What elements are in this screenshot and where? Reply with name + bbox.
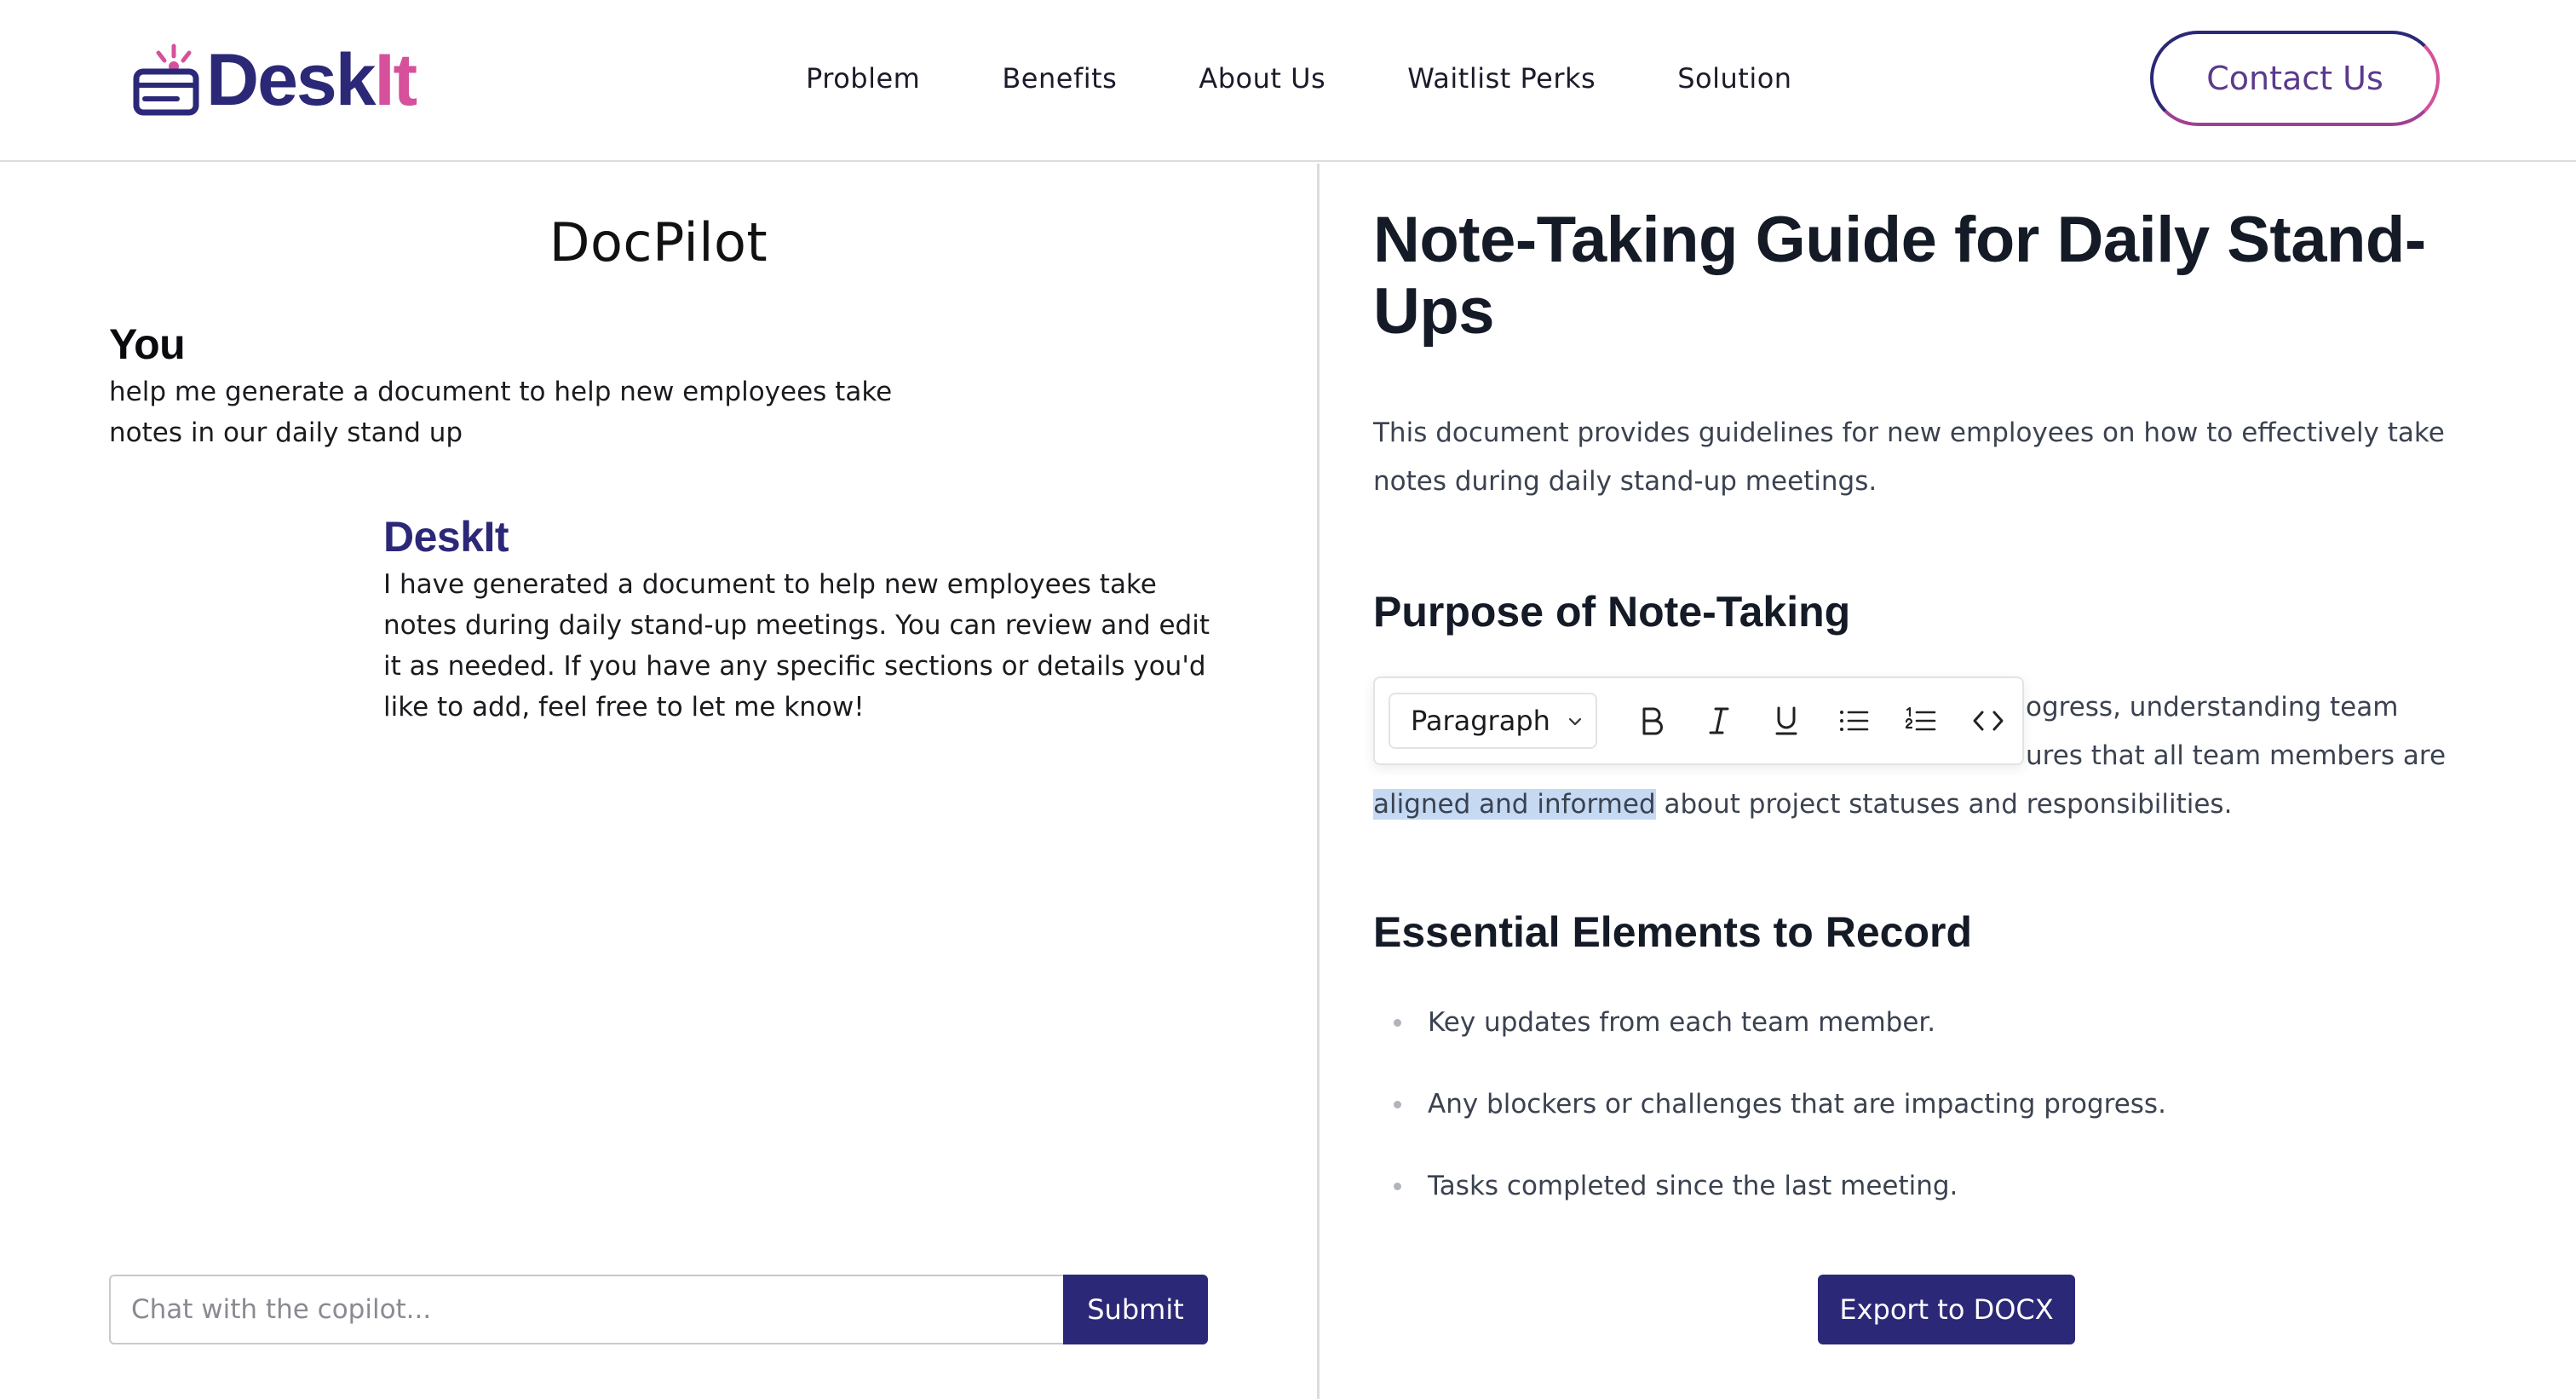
underline-icon: [1769, 704, 1803, 738]
selected-text[interactable]: aligned and informed: [1373, 789, 1656, 820]
bullet-list-button[interactable]: [1820, 693, 1888, 749]
logo-text-it: It: [374, 39, 417, 121]
list-item[interactable]: Any blockers or challenges that are impacting progress.: [1373, 1084, 2506, 1166]
logo-text-desk: Desk: [206, 39, 375, 121]
nav-problem[interactable]: Problem: [806, 62, 921, 95]
text-line: ures that all team members are: [2026, 740, 2447, 771]
main-nav: [806, 58, 1792, 99]
block-type-label: Paragraph: [1411, 705, 1550, 737]
export-docx-button[interactable]: Export to DOCX: [1818, 1275, 2075, 1344]
document-intro[interactable]: This document provides guidelines for new employees on how to effectively take notes during daily stand-up meetings.: [1373, 417, 2445, 497]
chat-input[interactable]: [109, 1275, 1063, 1344]
logo-icon: [133, 43, 201, 118]
nav-benefits[interactable]: Benefits: [1002, 62, 1118, 95]
text-after-selection: about project statuses and responsibilities.: [1655, 789, 2233, 820]
numbered-list-button[interactable]: [1888, 693, 1955, 749]
site-header: [0, 0, 2576, 162]
chat-message-user: [109, 317, 893, 453]
nav-waitlist-perks[interactable]: Waitlist Perks: [1407, 62, 1596, 95]
logo-text: [206, 39, 417, 121]
pane-divider[interactable]: [1317, 164, 1320, 1399]
italic-icon: [1702, 704, 1736, 738]
nav-solution[interactable]: Solution: [1677, 62, 1792, 95]
essential-elements-list: [1373, 1002, 2506, 1247]
bullet-list-icon: [1837, 704, 1871, 738]
code-button[interactable]: [1955, 693, 2022, 749]
message-sender: DeskIt: [383, 513, 509, 561]
list-item[interactable]: Tasks completed since the last meeting.: [1373, 1166, 2506, 1247]
italic-button[interactable]: [1686, 693, 1753, 749]
submit-button[interactable]: Submit: [1063, 1275, 1208, 1344]
underline-button[interactable]: [1753, 693, 1820, 749]
chat-form: [109, 1275, 1208, 1344]
section-heading-purpose[interactable]: Purpose of Note-Taking: [1373, 588, 1851, 636]
text-line: [1373, 780, 2506, 829]
text-line: ogress, understanding team: [2026, 692, 2399, 723]
numbered-list-icon: [1904, 704, 1938, 738]
document-title[interactable]: Note-Taking Guide for Daily Stand-Ups: [1373, 204, 2426, 348]
contact-us-button[interactable]: Contact Us: [2150, 31, 2440, 126]
section-heading-essential[interactable]: Essential Elements to Record: [1373, 908, 1973, 956]
list-item[interactable]: Key updates from each team member.: [1373, 1002, 2506, 1084]
formatting-toolbar: [1373, 676, 2024, 765]
chat-message-assistant: [383, 510, 1235, 728]
code-icon: [1971, 704, 2005, 738]
block-type-select[interactable]: [1389, 693, 1597, 749]
bold-button[interactable]: [1618, 693, 1685, 749]
message-sender: You: [109, 320, 186, 368]
logo[interactable]: [133, 37, 416, 123]
chat-title: DocPilot: [549, 211, 768, 273]
message-text: help me generate a document to help new employees take notes in our daily stand up: [109, 377, 893, 448]
message-text: I have generated a document to help new employees take notes during daily stand-up meetings. You can review and edit it as needed. If you have any specific sections or details you'd like to add, feel free to let me know!: [383, 569, 1210, 723]
chevron-down-icon: [1567, 713, 1584, 730]
bold-icon: [1635, 704, 1669, 738]
nav-about-us[interactable]: About Us: [1199, 62, 1326, 95]
